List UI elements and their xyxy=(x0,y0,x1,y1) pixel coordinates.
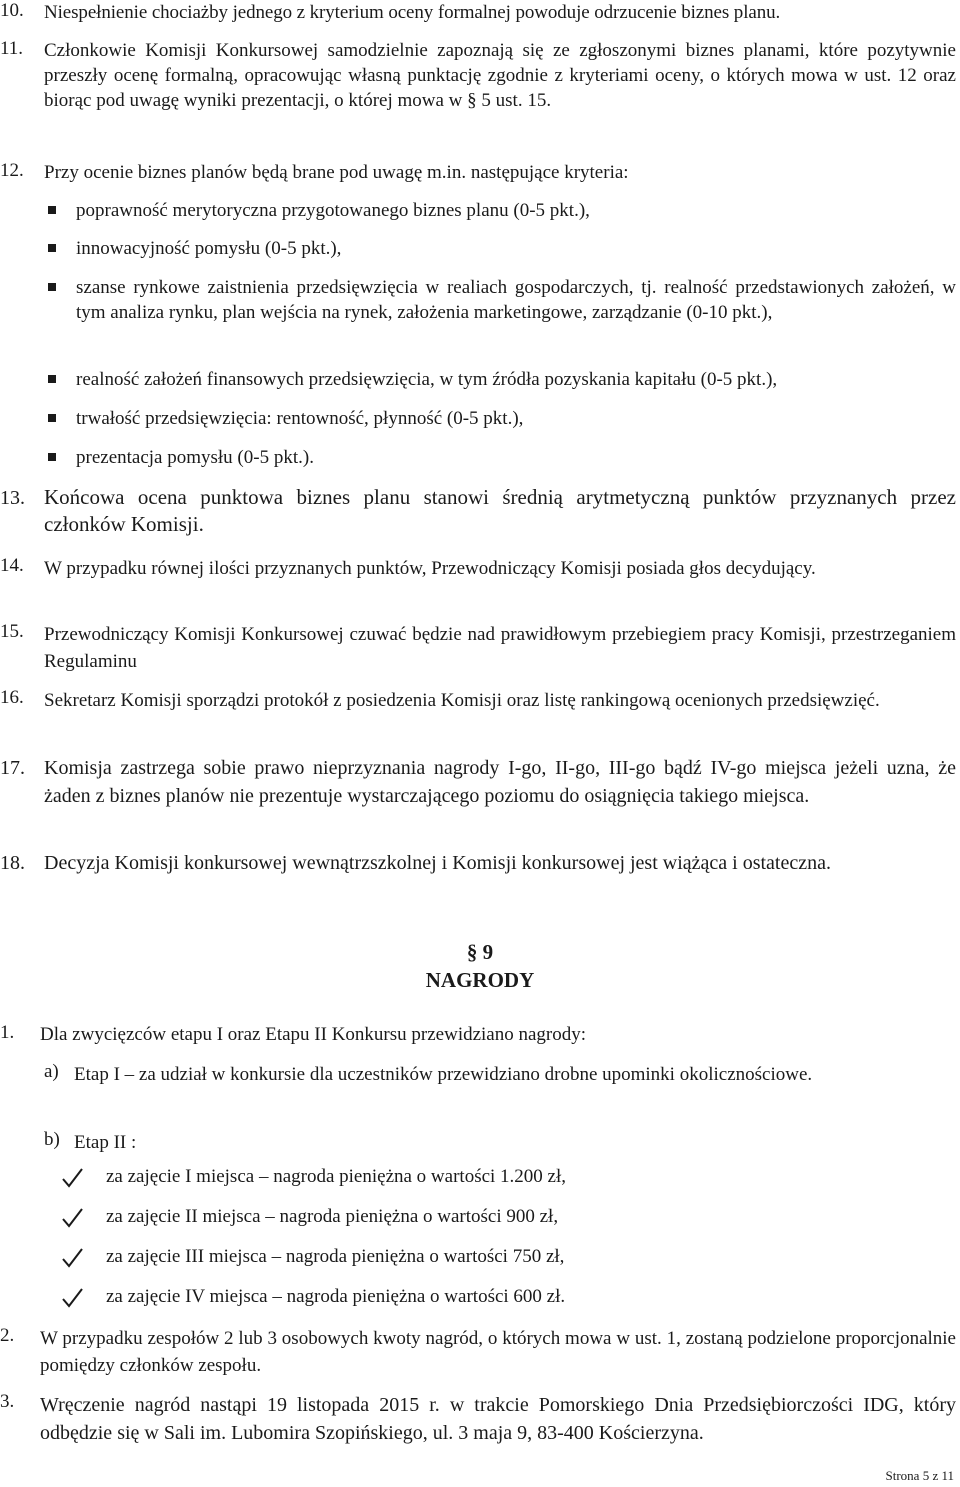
item-text: W przypadku równej ilości przyznanych punktów, Przewodniczący Komisji posiada głos decydujący. xyxy=(44,558,816,579)
square-bullet-icon xyxy=(48,206,56,214)
item-text: Członkowie Komisji Konkursowej samodzielnie zapoznają się ze zgłoszonymi biznes planami, które pozytywnie przeszły ocenę formalną, opracowując własną punktację zgodnie z kryteriami oceny, o których mowa w ust. 12 oraz biorąc pod uwagę wyniki prezentacji, o której mowa w § 5 ust. 15. xyxy=(44,40,956,111)
item-text: Końcowa ocena punktowa biznes planu stanowi średnią arytmetyczną punktów przyznanych przez członków Komisji. xyxy=(44,485,956,536)
item-number: 11. xyxy=(0,38,24,59)
sub-item-text: Etap I – za udział w konkursie dla uczestników przewidziano drobne upominki okolicznościowe. xyxy=(74,1064,813,1085)
square-bullet-icon xyxy=(48,375,56,383)
section-number: § 9 xyxy=(466,940,494,964)
award-text: za zajęcie III miejsca – nagroda pieniężna o wartości 750 zł, xyxy=(106,1246,565,1267)
sub-item-letter: a) xyxy=(44,1061,59,1082)
item-text: W przypadku zespołów 2 lub 3 osobowych kwoty nagród, o których mowa w ust. 1, zostaną podzielone proporcjonalnie pomiędzy członków zespołu. xyxy=(40,1328,956,1376)
item-number: 18. xyxy=(0,852,25,874)
checkmark-icon xyxy=(60,1286,84,1310)
criteria-text: innowacyjność pomysłu (0-5 pkt.), xyxy=(76,238,342,259)
item-number: 13. xyxy=(0,487,25,509)
criteria-text: realność założeń finansowych przedsięwzięcia, w tym źródła pozyskania kapitału (0-5 pkt.), xyxy=(76,369,778,390)
item-text: Dla zwycięzców etapu I oraz Etapu II Konkursu przewidziano nagrody: xyxy=(40,1024,587,1045)
criteria-text: trwałość przedsięwzięcia: rentowność, płynność (0-5 pkt.), xyxy=(76,408,524,429)
sub-item-letter: b) xyxy=(44,1129,60,1150)
checkmark-icon xyxy=(60,1166,84,1190)
item-text: Sekretarz Komisji sporządzi protokół z posiedzenia Komisji oraz listę rankingową ocenionych przedsięwzięć. xyxy=(44,690,880,711)
item-number: 17. xyxy=(0,757,25,779)
sub-item-text: Etap II : xyxy=(74,1132,137,1153)
item-text: Przy ocenie biznes planów będą brane pod uwagę m.in. następujące kryteria: xyxy=(44,162,629,183)
item-text: Wręczenie nagród nastąpi 19 listopada 2015 r. w trakcie Pomorskiego Dnia Przedsiębiorczości IDG, który odbędzie się w Sali im. Lubomira Szopińskiego, ul. 3 maja 9, 83-400 Kościerzyna. xyxy=(40,1394,956,1444)
page-number: Strona 5 z 11 xyxy=(885,1468,954,1483)
item-text: Przewodniczący Komisji Konkursowej czuwać będzie nad prawidłowym przebiegiem pracy Komisji, przestrzeganiem Regulaminu xyxy=(44,624,956,672)
item-number: 2. xyxy=(0,1325,15,1346)
item-number: 1. xyxy=(0,1022,15,1043)
award-text: za zajęcie I miejsca – nagroda pieniężna o wartości 1.200 zł, xyxy=(106,1166,567,1187)
item-number: 3. xyxy=(0,1391,15,1412)
criteria-text: poprawność merytoryczna przygotowanego biznes planu (0-5 pkt.), xyxy=(76,200,590,221)
section-title: NAGRODY xyxy=(425,968,535,992)
criteria-text: prezentacja pomysłu (0-5 pkt.). xyxy=(76,447,314,468)
item-text: Decyzja Komisji konkursowej wewnątrzszkolnej i Komisji konkursowej jest wiążąca i ostateczna. xyxy=(44,852,831,874)
criteria-text: szanse rynkowe zaistnienia przedsięwzięcia w realiach gospodarczych, tj. realność przedstawionych założeń, w tym analiza rynku, plan wejścia na rynek, założenia marketingowe, zarządzanie (0-10 pkt.), xyxy=(76,277,956,323)
item-number: 10. xyxy=(0,0,24,21)
award-text: za zajęcie IV miejsca – nagroda pieniężna o wartości 600 zł. xyxy=(106,1286,566,1307)
item-number: 14. xyxy=(0,555,24,576)
award-text: za zajęcie II miejsca – nagroda pieniężna o wartości 900 zł, xyxy=(106,1206,559,1227)
item-text: Niespełnienie chociażby jednego z kryterium oceny formalnej powoduje odrzucenie biznes planu. xyxy=(44,2,781,23)
item-text: Komisja zastrzega sobie prawo nieprzyznania nagrody I-go, II-go, III-go bądź IV-go miejsca jeżeli uzna, że żaden z biznes planów nie prezentuje wystarczającego poziomu do osiągnięcia takiego miejsca. xyxy=(44,757,956,807)
square-bullet-icon xyxy=(48,414,56,422)
item-number: 12. xyxy=(0,160,24,181)
square-bullet-icon xyxy=(48,283,56,291)
checkmark-icon xyxy=(60,1206,84,1230)
checkmark-icon xyxy=(60,1246,84,1270)
item-number: 16. xyxy=(0,687,24,708)
square-bullet-icon xyxy=(48,453,56,461)
square-bullet-icon xyxy=(48,244,56,252)
item-number: 15. xyxy=(0,621,24,642)
